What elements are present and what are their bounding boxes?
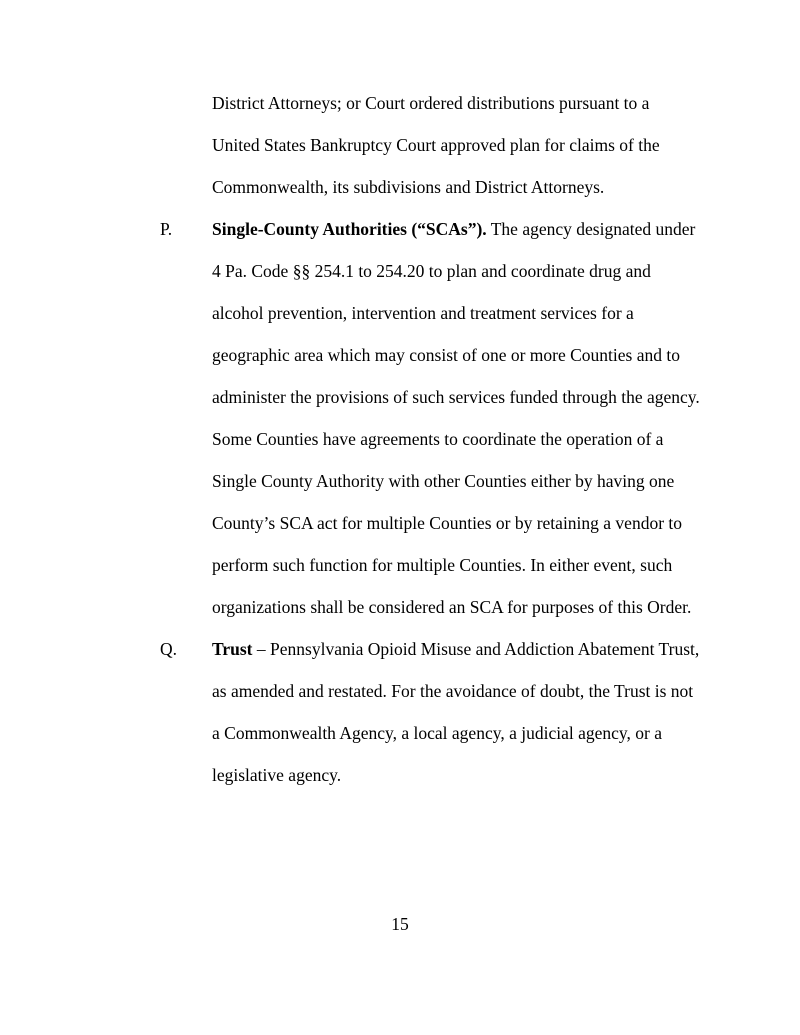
paragraph-lead-p: Single-County Authorities (“SCAs”). [212,219,487,239]
paragraph-p [160,208,700,628]
paragraph-marker-p: P. [160,219,173,239]
paragraph-rest: District Attorneys; or Court ordered distributions pursuant to a United States Bankruptcy Court approved plan for claims of the Commonwealth, its subdivisions and District Attorneys. [212,93,660,197]
paragraph-continuation [160,82,700,208]
paragraph-rest-q: – Pennsylvania Opioid Misuse and Addiction Abatement Trust, as amended and restated. For the avoidance of doubt, the Trust is not a Commonwealth Agency, a local agency, a judicial agency, or a legislative agency. [212,639,700,785]
paragraph-lead-q: Trust [212,639,253,659]
paragraph-q [160,628,700,796]
paragraph-marker-q: Q. [160,639,178,659]
paragraph-text-q [212,628,700,796]
document-body [160,82,700,796]
page-number: 15 [391,914,409,934]
paragraph-rest-p: The agency designated under 4 Pa. Code §§ 254.1 to 254.20 to plan and coordinate drug and alcohol prevention, intervention and treatment services for a geographic area which may consist of one or more Counties and to administer the provisions of such services funded through the agency. Some Counties have agreements to coordinate the operation of a Single County Authority with other Counties either by having one County’s SCA act for multiple Counties or by retaining a vendor to perform such function for multiple Counties. In either event, such organizations shall be considered an SCA for purposes of this Order. [212,219,700,617]
paragraph-text-p [212,208,700,628]
paragraph-text [212,82,700,208]
